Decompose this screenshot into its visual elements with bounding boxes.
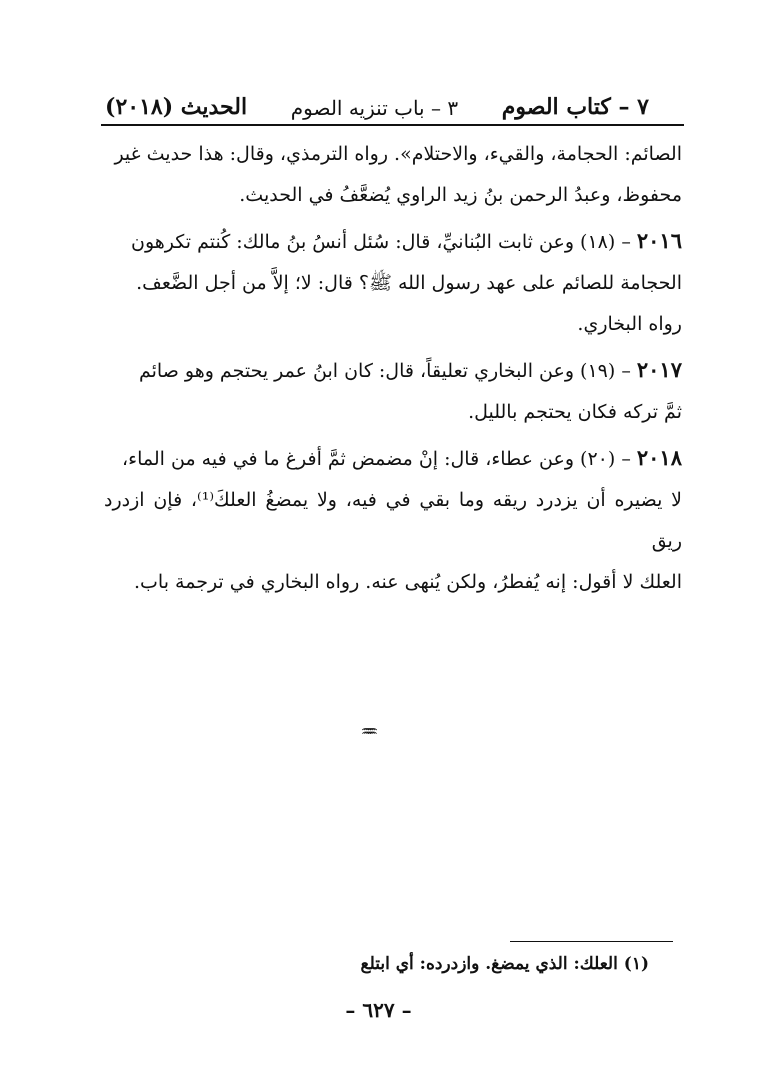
text-line: العلك لا أقول: إنه يُفطرُ، ولكن يُنهى عنه. رواه البخاري في ترجمة باب. [133, 571, 682, 593]
text-line: رواه البخاري. [577, 313, 682, 335]
text-line: لا يضيره أن يزدرد ريقه وما بقي في فيه، ولا يمضغُ العلكَ⁽¹⁾، فإن ازدرد ريق [104, 489, 682, 552]
text-line: ثمَّ تركه فكان يحتجم بالليل. [468, 401, 682, 423]
footnote-rule [510, 941, 673, 942]
ornament-divider [0, 726, 757, 753]
footnote: (١) العلك: الذي يمضغ. وازدرده: أي ابتلع [360, 954, 649, 974]
text-line: الصائم: الحجامة، والقيء، والاحتلام». رواه الترمذي، وقال: هذا حديث غير [114, 143, 682, 165]
hadith-2016 [104, 220, 682, 345]
header-rule [101, 124, 684, 126]
main-text [104, 134, 682, 603]
header-chapter: ٧ – كتاب الصوم [501, 94, 649, 120]
header-hadith-range: الحديث (٢٠١٨) [105, 94, 248, 120]
header-section: ٣ – باب تنزيه الصوم [290, 96, 459, 120]
running-header [105, 86, 649, 120]
hadith-2017 [104, 349, 682, 433]
text-line: الحجامة للصائم على عهد رسول الله ﷺ؟ قال: لا؛ إلاَّ من أجل الضَّعف. [136, 272, 682, 294]
paragraph-continuation [104, 134, 682, 216]
hadith-number: ٢٠١٦ [636, 228, 682, 253]
text-line: – (٢٠) وعن عطاء، قال: إنْ مضمض ثمَّ أفرغ ما في فيه من الماء، [122, 448, 631, 470]
page-number: – ٦٢٧ – [345, 998, 412, 1022]
text-line: – (١٨) وعن ثابت البُنانيِّ، قال: سُئل أنسُ بنُ مالك: كُنتم تكرهون [131, 231, 631, 253]
hadith-2018 [104, 437, 682, 603]
text-line: – (١٩) وعن البخاري تعليقاً، قال: كان ابنُ عمر يحتجم وهو صائم [138, 360, 631, 382]
hadith-number: ٢٠١٧ [636, 357, 682, 382]
hadith-number: ٢٠١٨ [636, 445, 682, 470]
text-line: محفوظ، وعبدُ الرحمن بنُ زيد الراوي يُضعَّفُ في الحديث. [239, 184, 682, 206]
